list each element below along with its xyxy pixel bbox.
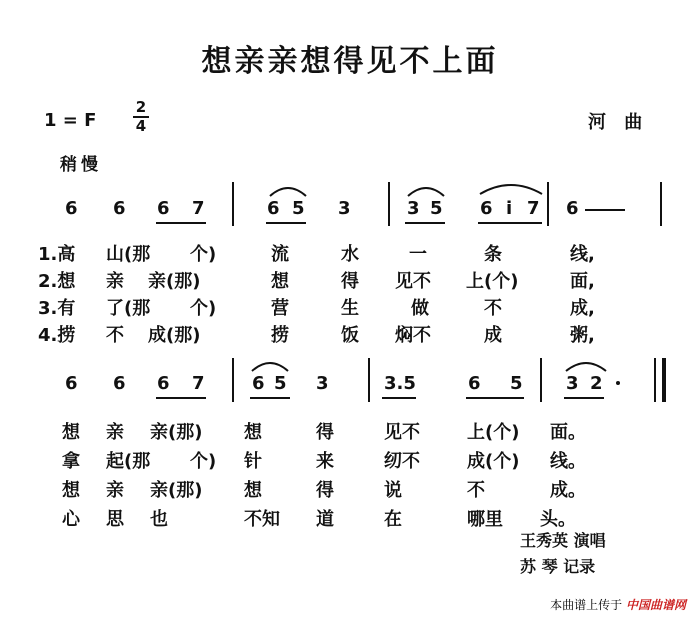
note: 2 [590, 373, 603, 394]
lyric: 上(个) [466, 271, 519, 292]
lyric: 想 [244, 480, 262, 501]
lyric: 亲(那) [148, 271, 201, 292]
note-high: i [506, 198, 513, 219]
lyric: 亲(那) [150, 480, 203, 501]
lyric-row [62, 418, 682, 442]
lyric: 一 [409, 244, 427, 265]
singer-credit: 王秀英 演唱 [520, 531, 606, 550]
note: 6 [113, 373, 126, 394]
note: 7 [192, 198, 205, 219]
lyric-row [62, 476, 682, 500]
lyric: 不 [106, 325, 124, 346]
note: 7 [192, 373, 205, 394]
note: 3 [316, 373, 329, 394]
note: 6 [480, 198, 493, 219]
note: 6 [157, 373, 170, 394]
lyric: 粥, [570, 325, 595, 346]
lyric-row [62, 447, 682, 471]
lyric: 头。 [540, 509, 576, 530]
note: 3 [338, 198, 351, 219]
lyric: 山(那 [106, 244, 151, 265]
lyric: 做 [411, 298, 429, 319]
lyric: 想 [271, 271, 289, 292]
lyric: 在 [384, 509, 402, 530]
note: 5 [274, 373, 287, 394]
note: 5 [430, 198, 443, 219]
lyric: 捞 [271, 325, 289, 346]
note: 6 [267, 198, 280, 219]
note: 6 [65, 373, 78, 394]
lyric: 营 [271, 298, 289, 319]
lyric: 条 [484, 244, 502, 265]
lyric: 2.想 [38, 271, 76, 292]
lyric: 了(那 [106, 298, 151, 319]
note: 6 [252, 373, 265, 394]
lyric: 想 [62, 422, 80, 443]
lyric: 成 [484, 325, 502, 346]
lyric: 流 [271, 244, 289, 265]
recorder-credit: 苏 琴 记录 [520, 557, 596, 576]
site-logo[interactable]: 中国曲谱网 [625, 598, 686, 612]
lyric: 亲(那) [150, 422, 203, 443]
lyric: 饭 [341, 325, 359, 346]
note: 3 [407, 198, 420, 219]
lyric: 成, [570, 298, 595, 319]
lyric: 哪里 [467, 509, 503, 530]
lyric: 水 [341, 244, 359, 265]
note: 5 [510, 373, 523, 394]
lyric: 不 [484, 298, 502, 319]
lyric: 拿 [62, 451, 80, 472]
lyric: 说 [384, 480, 402, 501]
page-title: 想亲亲想得见不上面 [201, 44, 499, 79]
origin-label: 河 曲 [588, 112, 649, 133]
lyric: 成(那) [148, 325, 201, 346]
lyric: 道 [316, 509, 334, 530]
slur [252, 363, 288, 371]
lyric: 得 [341, 271, 359, 292]
lyric: 线。 [550, 451, 586, 472]
note: 3 [566, 373, 579, 394]
note: 7 [527, 198, 540, 219]
slur [408, 188, 444, 196]
lyric: 也 [150, 509, 168, 530]
lyric: 线, [570, 244, 595, 265]
tempo-marking: 稍慢 [60, 155, 102, 175]
footer-text: 本曲谱上传于 [550, 598, 623, 612]
lyric: 3.有 [38, 298, 76, 319]
note: 3.5 [384, 373, 416, 394]
lyric: 亲 [106, 271, 124, 292]
key-signature: 1 = F [44, 110, 97, 131]
slur [270, 188, 306, 196]
lyric: 面, [570, 271, 595, 292]
time-sig-numerator: 2 [135, 98, 147, 116]
lyric: 心 [62, 509, 80, 530]
lyric: 起(那 [106, 451, 151, 472]
lyric: 针 [244, 451, 262, 472]
note: 6 [113, 198, 126, 219]
lyric-row [62, 505, 682, 529]
lyric: 4.捞 [38, 325, 76, 346]
lyric: 想 [62, 480, 80, 501]
lyric: 见不 [395, 271, 431, 292]
footer [550, 596, 686, 613]
lyric: 个) [190, 451, 217, 472]
note: 6 [157, 198, 170, 219]
lyric: 成(个) [467, 451, 520, 472]
lyric: 不知 [244, 509, 280, 530]
lyric: 面。 [550, 422, 586, 443]
slur [480, 185, 542, 194]
lyric: 纫不 [384, 451, 420, 472]
time-sig-denominator: 4 [135, 117, 147, 135]
note: 6 [65, 198, 78, 219]
slur [566, 363, 606, 371]
lyric: 得 [316, 480, 334, 501]
lyric: 来 [316, 451, 334, 472]
lyric: 得 [316, 422, 334, 443]
lyric: 生 [341, 298, 359, 319]
lyric: 成。 [550, 480, 586, 501]
lyric: 亲 [106, 422, 124, 443]
lyric: 个) [190, 244, 217, 265]
note: 6 [468, 373, 481, 394]
lyric: 见不 [384, 422, 420, 443]
note: 6 [566, 198, 579, 219]
lyric: 焖不 [395, 325, 431, 346]
lyric: 1.高 [38, 244, 76, 265]
lyric: 亲 [106, 480, 124, 501]
lyric: 个) [190, 298, 217, 319]
lyric: 想 [244, 422, 262, 443]
lyric: 思 [106, 509, 124, 530]
note: 5 [292, 198, 305, 219]
lyric: 不 [467, 480, 485, 501]
lyric: 上(个) [467, 422, 520, 443]
